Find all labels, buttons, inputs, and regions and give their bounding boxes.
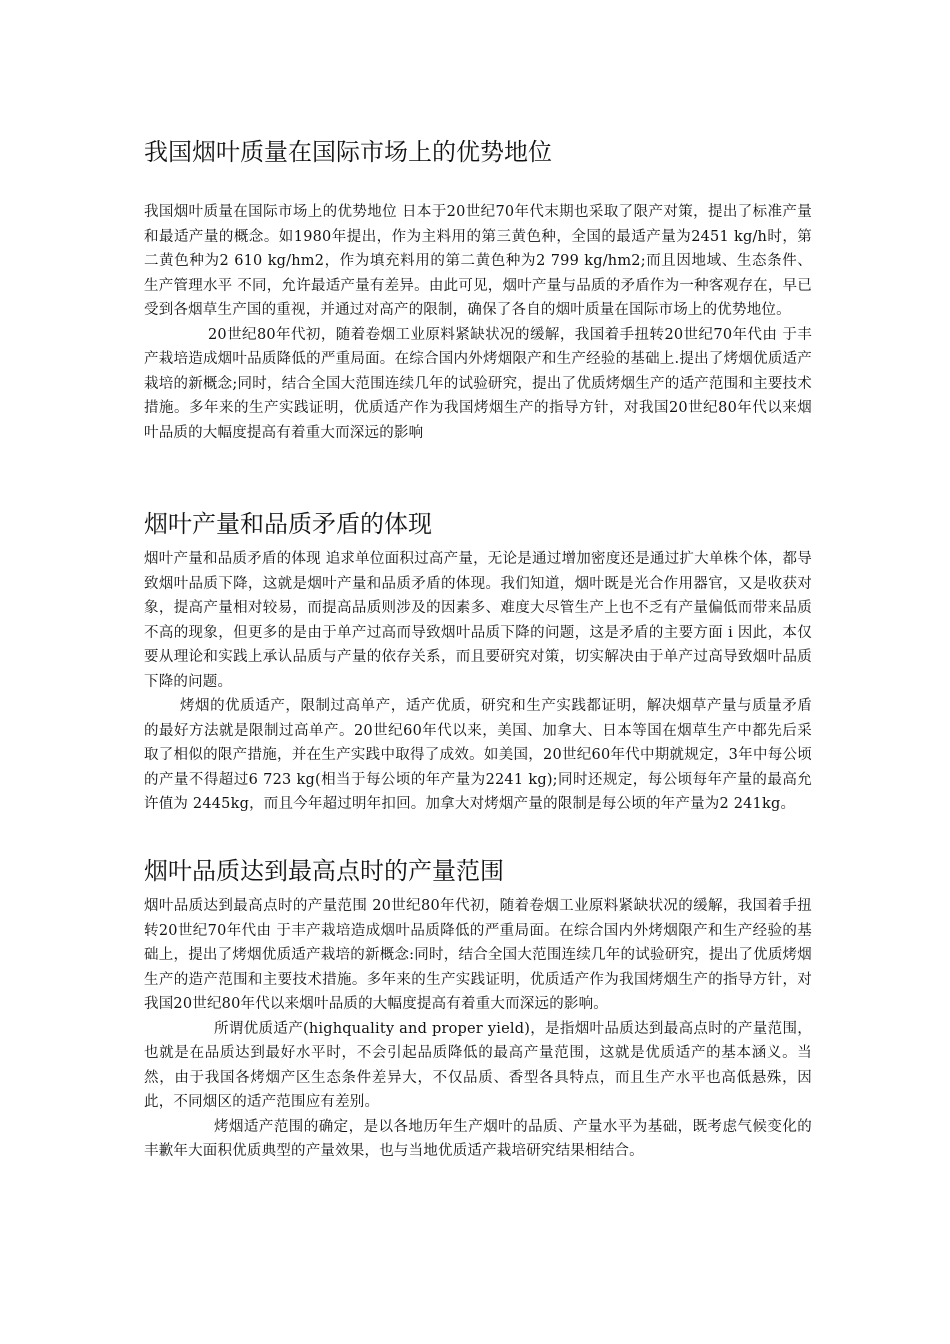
range-paragraph-2: 所谓优质适产(highquality and proper yield)，是指烟叶品质达到最高点时的产量范围， 也就是在品质达到最好水平时，不会引起品质降低的最高产量范围，这就是优质适产的基本涵义。当然，由于我国各烤烟产区生态条件差异大，不仅品质、香型各具特点，而且生产水平也高低悬殊，因此，不同烟区的适产范围应有差别。 (144, 1020, 812, 1110)
range-paragraph-1: 烟叶品质达到最高点时的产量范围 20世纪80年代初，随着卷烟工业原料紧缺状况的缓解，我国着手扭转20世纪70年代由 于丰产栽培造成烟叶品质降低的严重局面。在综合国内外烤烟限产和生产经验的基础上，提出了烤烟优质适产栽培的新概念:同时，结合全国大范围连续几年的试验研究，提出了优质烤烟生产的造产范围和主要技术措施。多年来的生产实践证明，优质适产作为我国烤烟生产的指导方针，对我国20世纪80年代以来烟叶品质的大幅度提高有着重大而深远的影响。 (144, 898, 812, 1012)
intro-paragraph-1: 我国烟叶质量在国际市场上的优势地位 日本于20世纪70年代末期也采取了限产对策，提出了标准产量和最适产量的概念。如1980年提出，作为主料用的第三黄色种，全国的最适产量为2451 kg/h时，第二黄色种为2 610 kg/hm2，作为填充料用的第二黄色种为2 799 kg/hm2;而且因地域、生态条件、生产管理水平 不同，允许最适产量有差异。由此可见，烟叶产量与品质的矛盾作为一种客观存在，早已受到各烟草生产国的重视，并通过对高产的限制，确保了各自的烟叶质量在国际市场上的优势地位。 (144, 204, 812, 318)
section-heading: 烟叶品质达到最高点时的产量范围 (144, 857, 504, 885)
range-paragraph-3: 烤烟适产范围的确定，是以各地历年生产烟叶的品质、产量水平为基础，既考虑气候变化的丰歉年大面积优质典型的产量效果，也与当地优质适产栽培研究结果相结合。 (144, 1118, 812, 1159)
conflict-paragraph-2: 烤烟的优质适产，限制过高单产，适产优质，研究和生产实践都证明，解决烟草产量与质量矛盾的最好方法就是限制过高单产。20世纪60年代以来，美国、加拿大、日本等国在烟草生产中都先后采取了相似的限产措施，并在生产实践中取得了成效。如美国，20世纪60年代中期就规定，3年中每公顷的产量不得超过6 723 kg(相当于每公顷的年产量为2241 kg);同时还规定，每公顷每年产量的最高允许值为 2445kg，而且今年超过明年扣回。加拿大对烤烟产量的限制是每公顷的年产量为2 241kg。 (144, 698, 812, 812)
document-title: 我国烟叶质量在国际市场上的优势地位 (144, 138, 552, 166)
conflict-paragraph-1: 烟叶产量和品质矛盾的体现 追求单位面积过高产量，无论是通过增加密度还是通过扩大单株个体，都导致烟叶品质下降，这就是烟叶产量和品质矛盾的体现。我们知道，烟叶既是光合作用器官，又是收获对象，提高产量相对较易，而提高品质则涉及的因素多、难度大尽管生产上也不乏有产量偏低而带来品质不高的现象，但更多的是由于单产过高而导致烟叶品质下降的问题，这是矛盾的主要方面 i 因此，本仅要从理论和实践上承认品质与产量的依存关系，而且要研究对策，切实解决由于单产过高导致烟叶品质下降的问题。 (144, 551, 812, 690)
section-heading: 烟叶产量和品质矛盾的体现 (144, 510, 432, 538)
intro-paragraph-2: 20世纪80年代初，随着卷烟工业原料紧缺状况的缓解，我国着手扭转20世纪70年代由 于丰产栽培造成烟叶品质降低的严重局面。在综合国内外烤烟限产和生产经验的基础上.提出了烤烟优质适产栽培的新概念;同时，结合全国大范围连续几年的试验研究，提出了优质烤烟生产的适产范围和主要技术措施。多年来的生产实践证明，优质适产作为我国烤烟生产的指导方针，对我国20世纪80年代以来烟叶品质的大幅度提高有着重大而深远的影响 (144, 326, 812, 441)
section-optimal-yield-range (144, 852, 812, 1164)
section-intro (144, 200, 812, 445)
section-yield-quality-conflict (144, 505, 812, 817)
